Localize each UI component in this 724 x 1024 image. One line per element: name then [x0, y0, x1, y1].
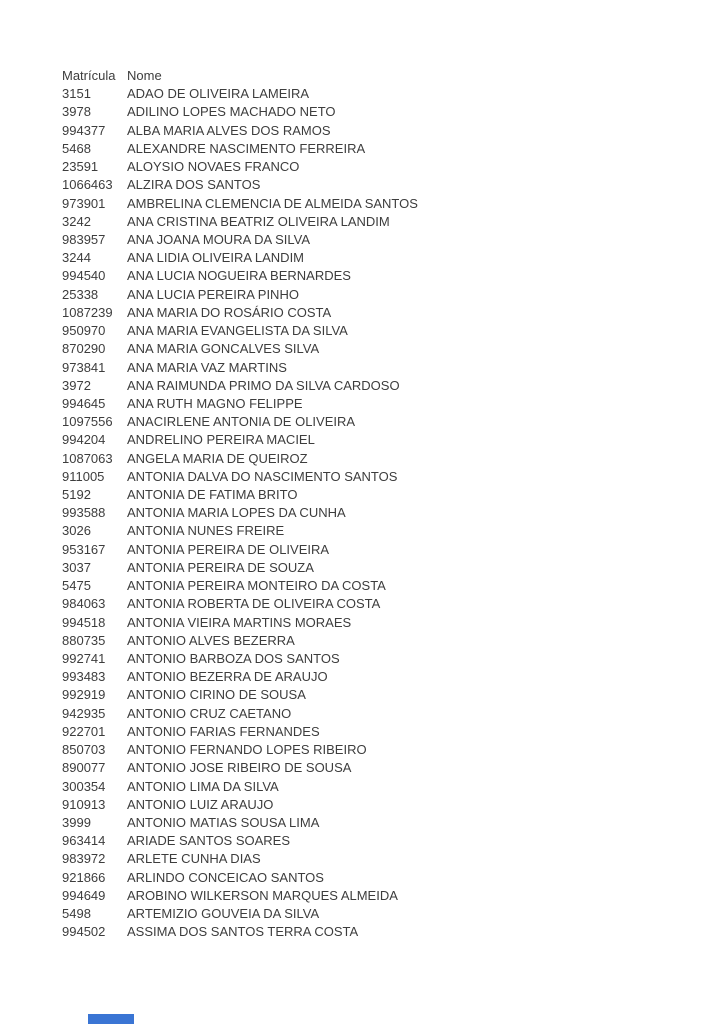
row-matricula: 984063 [62, 596, 106, 612]
row-nome: ANTONIO FARIAS FERNANDES [127, 723, 320, 739]
table-row [62, 705, 418, 723]
footer-progress-bar [88, 1014, 134, 1024]
row-matricula: 910913 [62, 796, 106, 812]
table-row [62, 850, 418, 868]
row-nome: ANTONIA NUNES FREIRE [127, 523, 285, 539]
row-matricula: 994540 [62, 268, 106, 284]
table-row [62, 85, 418, 103]
column-header-matricula: Matrícula [62, 68, 116, 83]
table-row [62, 887, 418, 905]
row-matricula: 880735 [62, 632, 106, 648]
row-nome: ARLETE CUNHA DIAS [127, 851, 261, 867]
row-nome: ANA MARIA EVANGELISTA DA SILVA [127, 323, 348, 339]
row-nome: ARTEMIZIO GOUVEIA DA SILVA [127, 906, 320, 922]
table-row [62, 395, 418, 413]
row-matricula: 23591 [62, 159, 99, 175]
table-row [62, 778, 418, 796]
row-matricula: 911005 [62, 468, 105, 484]
table-row [62, 468, 418, 486]
table-row [62, 686, 418, 704]
row-nome: ANTONIA DALVA DO NASCIMENTO SANTOS [127, 468, 398, 484]
row-nome: ASSIMA DOS SANTOS TERRA COSTA [127, 924, 359, 940]
row-nome: ANTONIO LUIZ ARAUJO [127, 796, 274, 812]
row-matricula: 3151 [62, 86, 91, 102]
row-matricula: 3026 [62, 523, 91, 539]
row-matricula: 994645 [62, 395, 106, 411]
row-nome: ANTONIO CRUZ CAETANO [127, 705, 292, 721]
row-nome: ANTONIO CIRINO DE SOUSA [127, 687, 306, 703]
table-row [62, 431, 418, 449]
table-row [62, 832, 418, 850]
table-row [62, 304, 418, 322]
row-matricula: 5498 [62, 906, 91, 922]
row-matricula: 1066463 [62, 177, 113, 193]
table-row [62, 504, 418, 522]
row-nome: ANA LUCIA PEREIRA PINHO [127, 286, 299, 302]
row-nome: ANA JOANA MOURA DA SILVA [127, 231, 311, 247]
row-nome: ANTONIO BARBOZA DOS SANTOS [127, 651, 340, 666]
table-row [62, 923, 418, 941]
table-row [62, 340, 418, 358]
row-matricula: 963414 [62, 833, 106, 849]
row-matricula: 992919 [62, 687, 106, 703]
table-row [62, 140, 418, 158]
row-nome: ANACIRLENE ANTONIA DE OLIVEIRA [127, 414, 356, 430]
table-row [62, 249, 418, 267]
row-matricula: 1097556 [62, 414, 113, 430]
row-nome: ANA MARIA GONCALVES SILVA [127, 341, 320, 357]
row-matricula: 921866 [62, 869, 106, 885]
table-row [62, 286, 418, 304]
table-row [62, 650, 418, 668]
table-row [62, 267, 418, 285]
row-matricula: 3978 [62, 104, 91, 120]
table-row [62, 231, 418, 249]
table-row [62, 450, 418, 468]
roster-table [62, 67, 418, 942]
table-row [62, 905, 418, 923]
row-matricula: 870290 [62, 341, 106, 357]
table-row [62, 377, 418, 395]
row-matricula: 3972 [62, 377, 91, 393]
row-matricula: 1087239 [62, 304, 113, 320]
row-matricula: 992741 [62, 651, 106, 666]
row-nome: ANA LIDIA OLIVEIRA LANDIM [127, 250, 305, 266]
row-nome: ANA LUCIA NOGUEIRA BERNARDES [127, 268, 351, 284]
row-matricula: 953167 [62, 541, 106, 557]
table-row [62, 632, 418, 650]
row-nome: ARIADE SANTOS SOARES [127, 833, 291, 849]
row-nome: AMBRELINA CLEMENCIA DE ALMEIDA SANTOS [127, 195, 418, 211]
row-nome: ALBA MARIA ALVES DOS RAMOS [127, 122, 331, 138]
row-matricula: 993588 [62, 505, 106, 521]
table-row [62, 213, 418, 231]
row-matricula: 994204 [62, 432, 106, 448]
row-matricula: 300354 [62, 778, 106, 794]
column-header-nome: Nome [127, 68, 162, 83]
row-nome: ANTONIO BEZERRA DE ARAUJO [127, 669, 328, 685]
table-row [62, 759, 418, 777]
row-nome: ANTONIA PEREIRA DE SOUZA [127, 559, 314, 575]
row-nome: ANA CRISTINA BEATRIZ OLIVEIRA LANDIM [127, 213, 390, 229]
row-nome: ALOYSIO NOVAES FRANCO [127, 159, 300, 175]
row-nome: ANA RUTH MAGNO FELIPPE [127, 395, 303, 411]
row-nome: ANA MARIA VAZ MARTINS [127, 359, 287, 375]
table-row [62, 814, 418, 832]
table-row [62, 486, 418, 504]
table-row [62, 668, 418, 686]
table-row [62, 103, 418, 121]
row-nome: ANTONIO FERNANDO LOPES RIBEIRO [127, 742, 367, 758]
row-matricula: 994649 [62, 887, 106, 903]
table-row [62, 614, 418, 632]
row-nome: ANDRELINO PEREIRA MACIEL [127, 432, 315, 448]
row-matricula: 973841 [62, 359, 106, 375]
row-matricula: 3999 [62, 814, 91, 830]
row-matricula: 25338 [62, 286, 99, 302]
row-nome: ANTONIO LIMA DA SILVA [127, 778, 279, 794]
table-row [62, 359, 418, 377]
row-matricula: 922701 [62, 723, 106, 739]
row-matricula: 1087063 [62, 450, 113, 466]
table-row [62, 322, 418, 340]
row-matricula: 3242 [62, 213, 91, 229]
row-matricula: 993483 [62, 669, 106, 685]
row-nome: ANTONIA DE FATIMA BRITO [127, 487, 298, 503]
table-row [62, 577, 418, 595]
table-row [62, 176, 418, 194]
row-matricula: 994502 [62, 924, 106, 940]
table-row [62, 158, 418, 176]
table-header-row [62, 67, 418, 85]
row-matricula: 973901 [62, 195, 106, 211]
row-matricula: 983972 [62, 851, 106, 867]
table-row [62, 413, 418, 431]
row-nome: AROBINO WILKERSON MARQUES ALMEIDA [127, 887, 398, 903]
row-matricula: 994377 [62, 122, 106, 138]
table-row [62, 541, 418, 559]
table-row [62, 741, 418, 759]
row-nome: ANTONIA PEREIRA MONTEIRO DA COSTA [127, 578, 386, 594]
table-row [62, 122, 418, 140]
table-row [62, 595, 418, 613]
row-nome: ANGELA MARIA DE QUEIROZ [127, 450, 308, 466]
row-nome: ANTONIA PEREIRA DE OLIVEIRA [127, 541, 330, 557]
row-matricula: 5475 [62, 578, 91, 594]
row-nome: ARLINDO CONCEICAO SANTOS [127, 869, 324, 885]
row-matricula: 994518 [62, 614, 106, 630]
table-row [62, 522, 418, 540]
table-row [62, 559, 418, 577]
row-matricula: 3037 [62, 559, 91, 575]
row-nome: ANTONIA VIEIRA MARTINS MORAES [127, 614, 352, 630]
row-matricula: 942935 [62, 705, 106, 721]
row-matricula: 3244 [62, 250, 91, 266]
table-body [62, 85, 418, 941]
row-matricula: 890077 [62, 760, 106, 776]
table-row [62, 723, 418, 741]
table-row [62, 195, 418, 213]
row-nome: ALEXANDRE NASCIMENTO FERREIRA [127, 140, 366, 156]
row-nome: ANA RAIMUNDA PRIMO DA SILVA CARDOSO [127, 377, 400, 393]
row-nome: ANA MARIA DO ROSÁRIO COSTA [127, 304, 332, 320]
row-matricula: 983957 [62, 231, 106, 247]
row-matricula: 850703 [62, 742, 106, 758]
row-nome: ADAO DE OLIVEIRA LAMEIRA [127, 86, 310, 102]
row-nome: ANTONIA ROBERTA DE OLIVEIRA COSTA [127, 596, 381, 612]
row-matricula: 5192 [62, 487, 91, 503]
row-nome: ANTONIO ALVES BEZERRA [127, 632, 295, 648]
row-nome: ADILINO LOPES MACHADO NETO [127, 104, 336, 120]
row-nome: ANTONIO MATIAS SOUSA LIMA [127, 814, 320, 830]
row-nome: ALZIRA DOS SANTOS [127, 177, 261, 193]
row-matricula: 5468 [62, 140, 91, 156]
table-row [62, 869, 418, 887]
table-row [62, 796, 418, 814]
row-nome: ANTONIA MARIA LOPES DA CUNHA [127, 505, 346, 521]
row-matricula: 950970 [62, 323, 106, 339]
row-nome: ANTONIO JOSE RIBEIRO DE SOUSA [127, 760, 352, 776]
